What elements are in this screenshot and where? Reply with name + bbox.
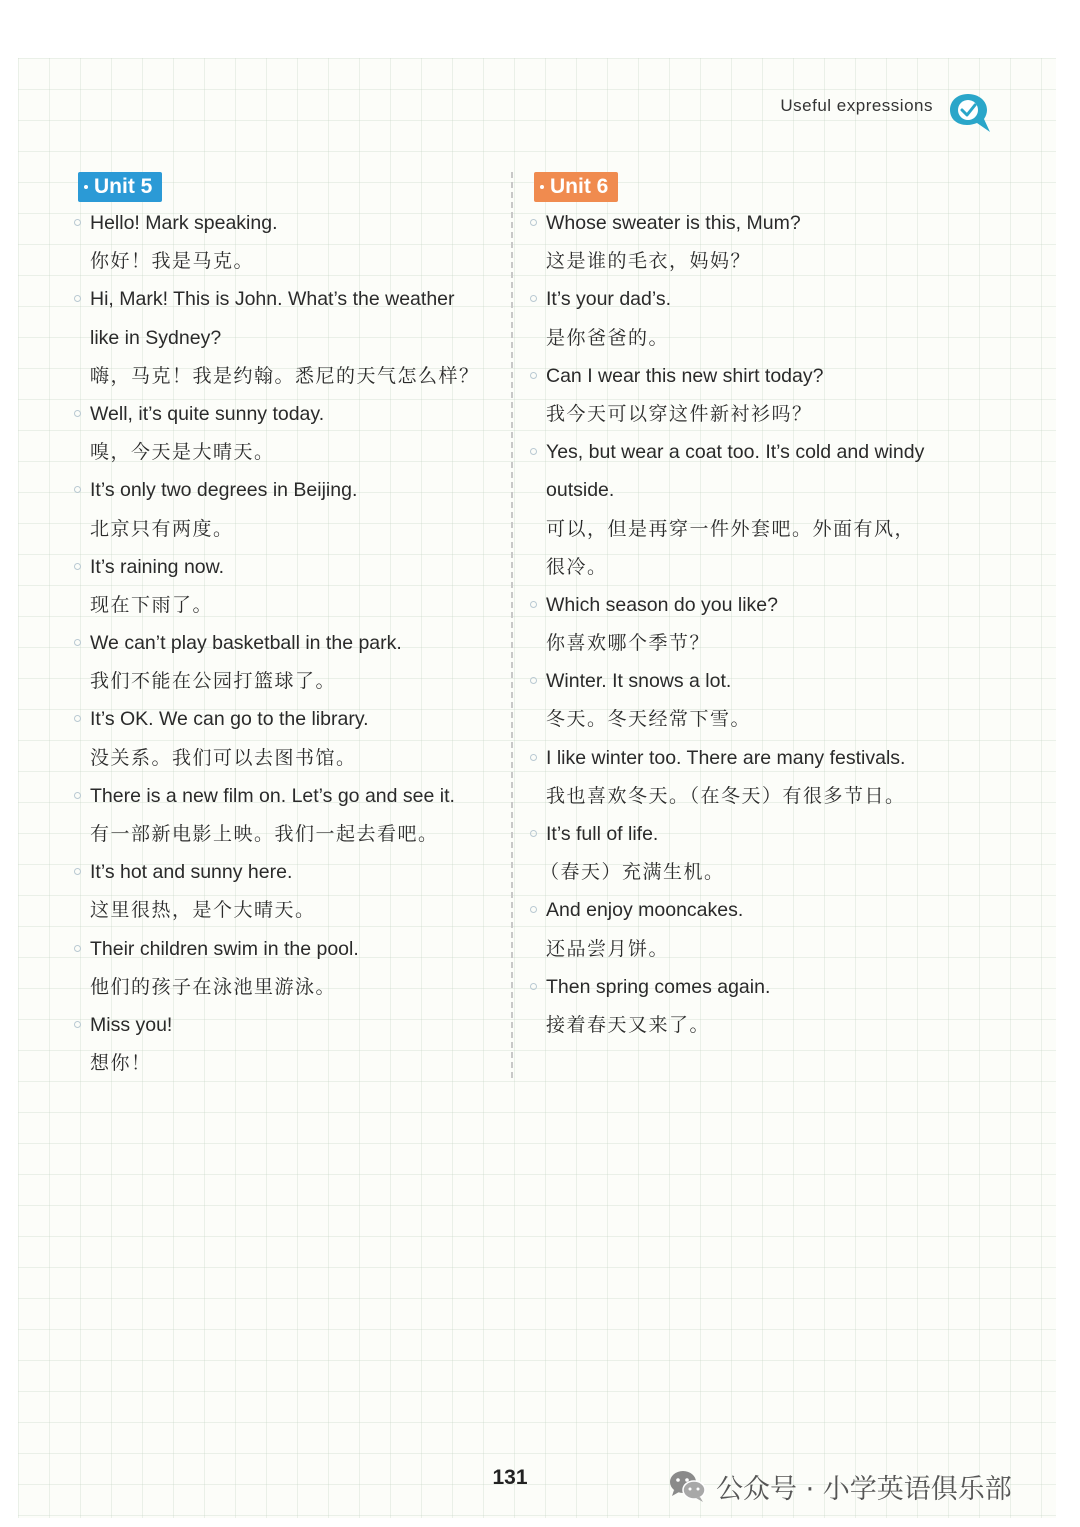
english-expression xyxy=(78,624,503,662)
expression-text: like in Sydney? xyxy=(90,326,222,349)
chinese-translation xyxy=(78,1044,503,1082)
expression-text: Miss you! xyxy=(90,1013,173,1036)
english-expression xyxy=(78,548,503,586)
expression-text: 有一部新电影上映。我们一起去看吧。 xyxy=(90,823,439,845)
expression-text: We can’t play basketball in the park. xyxy=(90,632,402,655)
unit-5-badge xyxy=(78,172,162,202)
expression-text: Hello! Mark speaking. xyxy=(90,212,278,234)
expression-text: 现在下雨了。 xyxy=(90,593,214,616)
chinese-translation xyxy=(78,968,503,1006)
bullet-circle-icon xyxy=(530,295,537,302)
chinese-translation xyxy=(78,242,503,280)
english-expression xyxy=(534,586,974,624)
english-expression xyxy=(78,777,503,815)
expression-text: Whose sweater is this, Mum? xyxy=(546,212,801,234)
bullet-circle-icon xyxy=(74,945,81,952)
bullet-circle-icon xyxy=(530,601,537,608)
expression-text: 这里很热，是个大晴天。 xyxy=(90,899,316,922)
english-expression xyxy=(78,280,503,318)
chinese-translation xyxy=(78,510,503,548)
english-expression xyxy=(534,433,974,471)
expression-text: And enjoy mooncakes. xyxy=(546,899,744,922)
english-expression xyxy=(78,319,503,357)
expression-text: Then spring comes again. xyxy=(546,975,771,998)
chinese-translation xyxy=(78,739,503,777)
expression-text: 很冷。 xyxy=(546,555,608,578)
bullet-circle-icon xyxy=(530,830,537,837)
expression-text: Hi, Mark! This is John. What’s the weather xyxy=(90,288,455,311)
english-expression xyxy=(78,930,503,968)
unit-5-label: Unit 5 xyxy=(94,175,153,198)
expression-text: 我今天可以穿这件新衬衫吗？ xyxy=(546,402,813,425)
expression-text: Yes, but wear a coat too. It’s cold and windy xyxy=(546,441,925,464)
chinese-translation xyxy=(534,242,974,280)
chinese-translation xyxy=(78,891,503,929)
chinese-translation xyxy=(78,433,503,471)
bullet-circle-icon xyxy=(74,563,81,570)
bullet-circle-icon xyxy=(74,792,81,799)
chinese-translation xyxy=(534,548,974,586)
english-expression xyxy=(78,395,503,433)
english-expression xyxy=(534,471,974,509)
english-expression xyxy=(534,815,974,853)
badge-dot xyxy=(540,185,544,189)
badge-dot xyxy=(84,185,88,189)
expression-text: 冬天。冬天经常下雪。 xyxy=(546,708,752,731)
bullet-circle-icon xyxy=(74,486,81,493)
english-expression xyxy=(78,1006,503,1044)
expression-text: Winter. It snows a lot. xyxy=(546,670,732,693)
chinese-translation xyxy=(534,700,974,738)
chinese-translation xyxy=(534,510,974,548)
unit-5-column xyxy=(78,172,503,1082)
expression-text: 可以，但是再穿一件外套吧。外面有风， xyxy=(546,517,916,540)
expression-text: 是你爸爸的。 xyxy=(546,326,670,349)
expression-text: It’s raining now. xyxy=(90,555,225,578)
chinese-translation xyxy=(78,815,503,853)
expression-text: Which season do you like? xyxy=(546,593,778,616)
chinese-translation xyxy=(534,395,974,433)
english-expression xyxy=(534,280,974,318)
expression-text: 接着春天又来了。 xyxy=(546,1013,711,1036)
expression-text: （春天）充满生机。 xyxy=(540,861,725,884)
expression-text: 你喜欢哪个季节？ xyxy=(546,632,711,655)
bullet-circle-icon xyxy=(74,410,81,417)
bullet-circle-icon xyxy=(74,295,81,302)
expression-text: 我们不能在公园打篮球了。 xyxy=(90,670,337,693)
expression-text: There is a new film on. Let’s go and see it. xyxy=(90,784,455,807)
english-expression xyxy=(78,700,503,738)
expression-text: I like winter too. There are many festivals. xyxy=(546,746,906,769)
unit-6-column xyxy=(534,172,974,1044)
unit-6-expressions xyxy=(534,204,974,1044)
expression-text: 我也喜欢冬天。（在冬天）有很多节日。 xyxy=(546,784,906,807)
english-expression xyxy=(534,662,974,700)
expression-text: It’s only two degrees in Beijing. xyxy=(90,479,358,502)
expression-text: 想你！ xyxy=(90,1052,152,1075)
bullet-circle-icon xyxy=(530,677,537,684)
unit-6-label: Unit 6 xyxy=(550,175,609,198)
column-divider xyxy=(511,172,513,1078)
unit-6-badge xyxy=(534,172,618,202)
section-title: Useful expressions xyxy=(780,96,933,115)
chinese-translation xyxy=(534,319,974,357)
expression-text: It’s OK. We can go to the library. xyxy=(90,708,369,731)
unit-5-expressions xyxy=(78,204,503,1082)
chinese-translation xyxy=(534,624,974,662)
english-expression xyxy=(534,739,974,777)
watermark xyxy=(668,1466,1012,1506)
expression-text: Their children swim in the pool. xyxy=(90,937,359,960)
english-expression xyxy=(78,853,503,891)
chinese-translation xyxy=(534,777,974,815)
expression-text: 嗨，马克！我是约翰。悉尼的天气怎么样？ xyxy=(90,364,480,387)
expression-text: 你好！我是马克。 xyxy=(90,250,255,273)
expression-text: It’s hot and sunny here. xyxy=(90,861,293,884)
speech-bubble-check-icon xyxy=(946,90,994,134)
bullet-circle-icon xyxy=(530,372,537,379)
bullet-circle-icon xyxy=(74,219,81,226)
bullet-circle-icon xyxy=(74,1021,81,1028)
bullet-circle-icon xyxy=(74,868,81,875)
chinese-translation xyxy=(534,1006,974,1044)
chinese-translation xyxy=(534,853,974,891)
bullet-circle-icon xyxy=(530,448,537,455)
bullet-circle-icon xyxy=(74,715,81,722)
chinese-translation xyxy=(534,930,974,968)
english-expression xyxy=(534,357,974,395)
watermark-text: 公众号 · 小学英语俱乐部 xyxy=(716,1473,1012,1505)
bullet-circle-icon xyxy=(74,639,81,646)
expression-text: outside. xyxy=(546,479,615,502)
chinese-translation xyxy=(78,662,503,700)
page-number: 131 xyxy=(492,1466,528,1489)
english-expression xyxy=(534,968,974,1006)
expression-text: 嗅，今天是大晴天。 xyxy=(90,441,275,464)
wechat-icon xyxy=(668,1469,708,1503)
english-expression xyxy=(534,891,974,929)
expression-text: 北京只有两度。 xyxy=(90,517,234,540)
expression-text: It’s full of life. xyxy=(546,823,659,845)
bullet-circle-icon xyxy=(530,906,537,913)
bullet-circle-icon xyxy=(530,754,537,761)
bullet-circle-icon xyxy=(530,983,537,990)
english-expression xyxy=(78,471,503,509)
expression-text: 还品尝月饼。 xyxy=(546,937,670,960)
expression-text: It’s your dad’s. xyxy=(546,288,672,311)
expression-text: Well, it’s quite sunny today. xyxy=(90,402,325,425)
bullet-circle-icon xyxy=(530,219,537,226)
expression-text: 没关系。我们可以去图书馆。 xyxy=(90,746,357,769)
english-expression xyxy=(534,204,974,242)
chinese-translation xyxy=(78,586,503,624)
expression-text: 他们的孩子在泳池里游泳。 xyxy=(90,975,337,998)
expression-text: 这是谁的毛衣，妈妈？ xyxy=(546,250,752,273)
english-expression xyxy=(78,204,503,242)
chinese-translation xyxy=(78,357,503,395)
expression-text: Can I wear this new shirt today? xyxy=(546,364,824,387)
